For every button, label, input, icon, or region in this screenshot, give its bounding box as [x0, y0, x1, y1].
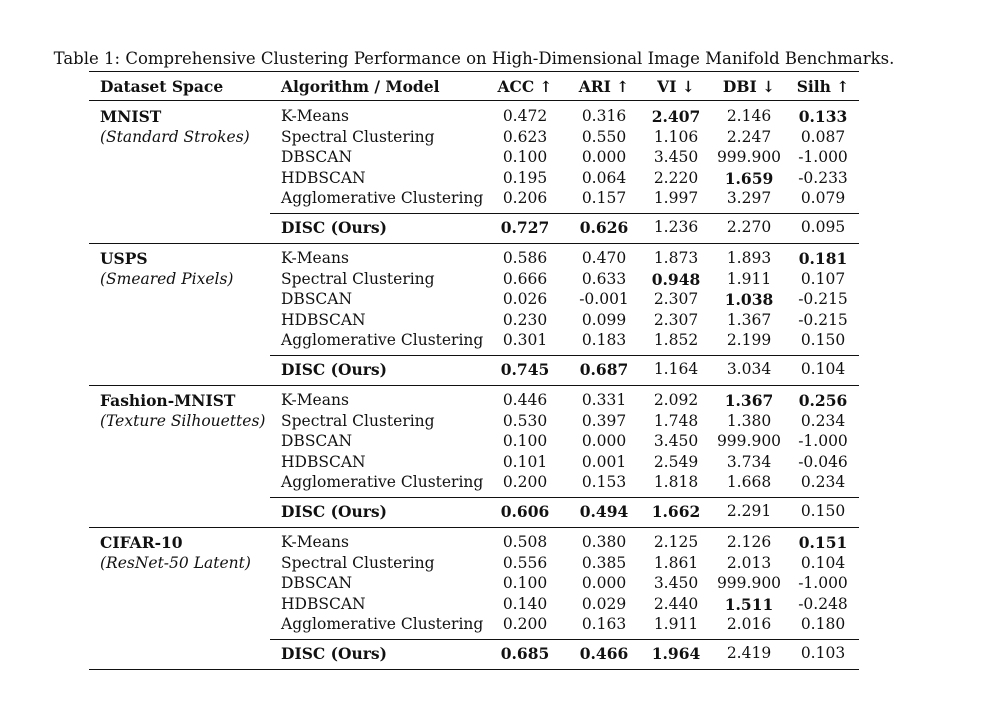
metric-acc-value: 0.586: [502, 249, 548, 267]
metric-silh-value: 0.150: [800, 331, 846, 349]
metric-ari-value: 0.331: [581, 391, 627, 409]
ours-metric-dbi-value: 2.270: [726, 218, 772, 236]
metric-dbi-value: 3.734: [726, 452, 772, 471]
metric-silh-value: 0.234: [800, 473, 846, 491]
metric-acc-value: 0.230: [502, 310, 548, 329]
ours-separator-rule: [270, 639, 859, 640]
ours-metric-acc-value: 0.727: [500, 218, 550, 237]
dataset-name: Fashion-MNIST: [100, 391, 236, 410]
header-dataset-space: Dataset Space: [100, 77, 224, 96]
metric-dbi-value: 1.659: [724, 168, 774, 188]
ours-metric-ari-value: 0.626: [579, 218, 629, 237]
metric-vi-value: 1.818: [653, 473, 699, 491]
metric-vi-value: 2.307: [653, 290, 699, 308]
metric-ari-value: 0.157: [581, 189, 627, 207]
metric-dbi-value: 1.893: [726, 249, 772, 267]
metric-acc-value: 0.140: [502, 594, 548, 613]
dataset-subtitle: (ResNet-50 Latent): [100, 553, 251, 572]
ours-metric-acc-value: 0.685: [500, 644, 550, 663]
table-caption: Table 1: Comprehensive Clustering Performance on High-Dimensional Image Manifold Benchmarks.: [53, 49, 895, 68]
metric-dbi-value: 1.511: [724, 594, 774, 614]
metric-vi-value: 1.748: [653, 411, 699, 430]
metric-vi-value: 3.450: [653, 432, 699, 450]
header-algorithm: Algorithm / Model: [281, 77, 440, 96]
metric-ari-value: 0.385: [581, 553, 627, 572]
metric-silh-value: 0.107: [800, 269, 846, 288]
metric-acc-value: 0.530: [502, 411, 548, 430]
metric-ari-value: -0.001: [579, 290, 629, 308]
metric-vi-value: 0.948: [651, 269, 701, 289]
algorithm-name: Spectral Clustering: [281, 411, 435, 430]
metric-vi-value: 2.549: [653, 452, 699, 471]
ours-metric-silh-value: 0.103: [800, 644, 846, 662]
ours-metric-silh-value: 0.150: [800, 502, 846, 520]
metric-vi-value: 2.092: [653, 391, 699, 409]
metric-ari-value: 0.001: [581, 452, 627, 471]
metric-acc-value: 0.446: [502, 391, 548, 409]
metric-silh-value: -1.000: [798, 148, 848, 166]
metric-silh-value: 0.256: [798, 391, 848, 410]
metric-ari-value: 0.029: [581, 594, 627, 613]
dataset-subtitle: (Standard Strokes): [100, 127, 250, 146]
algorithm-name: HDBSCAN: [281, 594, 366, 613]
dataset-name: USPS: [100, 249, 148, 268]
metric-silh-value: 0.133: [798, 107, 848, 126]
ours-separator-rule: [270, 213, 859, 214]
metric-dbi-value: 2.016: [726, 615, 772, 633]
header-acc: ACC ↑: [497, 77, 553, 96]
metric-dbi-value: 2.199: [726, 331, 772, 349]
ours-metric-acc-value: 0.606: [500, 502, 550, 521]
metric-ari-value: 0.183: [581, 331, 627, 349]
metric-silh-value: -0.215: [798, 290, 848, 308]
metric-acc-value: 0.100: [502, 432, 548, 450]
metric-vi-value: 1.106: [653, 127, 699, 146]
metric-vi-value: 2.125: [653, 533, 699, 551]
metric-silh-value: 0.234: [800, 411, 846, 430]
top-rule: [89, 71, 859, 72]
ours-metric-silh-value: 0.095: [800, 218, 846, 236]
metric-ari-value: 0.633: [581, 269, 627, 288]
algorithm-name: DBSCAN: [281, 432, 353, 450]
algorithm-name-ours: DISC (Ours): [281, 360, 387, 379]
header-dbi: DBI ↓: [722, 77, 776, 96]
group-separator-rule: [89, 243, 859, 244]
metric-silh-value: -0.215: [798, 310, 848, 329]
metric-dbi-value: 2.013: [726, 553, 772, 572]
metric-ari-value: 0.099: [581, 310, 627, 329]
algorithm-name: Spectral Clustering: [281, 553, 435, 572]
metric-dbi-value: 2.146: [726, 107, 772, 125]
metric-silh-value: -0.046: [798, 452, 848, 471]
dataset-subtitle: (Texture Silhouettes): [100, 411, 266, 430]
metric-silh-value: -1.000: [798, 574, 848, 592]
algorithm-name: HDBSCAN: [281, 168, 366, 187]
metric-vi-value: 2.307: [653, 310, 699, 329]
algorithm-name: DBSCAN: [281, 290, 353, 308]
metric-acc-value: 0.472: [502, 107, 548, 125]
metric-silh-value: -0.248: [798, 594, 848, 613]
algorithm-name: Agglomerative Clustering: [281, 331, 484, 349]
metric-acc-value: 0.100: [502, 574, 548, 592]
algorithm-name: HDBSCAN: [281, 452, 366, 471]
metric-ari-value: 0.153: [581, 473, 627, 491]
metric-dbi-value: 3.297: [726, 189, 772, 207]
algorithm-name: Spectral Clustering: [281, 269, 435, 288]
algorithm-name: K-Means: [281, 107, 349, 125]
dataset-subtitle: (Smeared Pixels): [100, 269, 234, 288]
metric-dbi-value: 2.247: [726, 127, 772, 146]
metric-dbi-value: 1.911: [726, 269, 772, 288]
metric-silh-value: 0.181: [798, 249, 848, 268]
metric-silh-value: 0.087: [800, 127, 846, 146]
dataset-name: CIFAR-10: [100, 533, 183, 552]
metric-dbi-value: 999.900: [716, 148, 782, 166]
metric-vi-value: 2.407: [651, 107, 701, 126]
algorithm-name: Agglomerative Clustering: [281, 615, 484, 633]
metric-acc-value: 0.200: [502, 615, 548, 633]
metric-vi-value: 2.440: [653, 594, 699, 613]
ours-metric-vi-value: 1.662: [651, 502, 701, 521]
header-silh: Silh ↑: [796, 77, 850, 96]
metric-ari-value: 0.000: [581, 432, 627, 450]
metric-acc-value: 0.301: [502, 331, 548, 349]
algorithm-name: Spectral Clustering: [281, 127, 435, 146]
metric-vi-value: 3.450: [653, 574, 699, 592]
algorithm-name-ours: DISC (Ours): [281, 644, 387, 663]
metric-vi-value: 1.911: [653, 615, 699, 633]
metric-vi-value: 3.450: [653, 148, 699, 166]
metric-dbi-value: 1.367: [724, 391, 774, 410]
algorithm-name-ours: DISC (Ours): [281, 502, 387, 521]
metric-acc-value: 0.206: [502, 189, 548, 207]
group-separator-rule: [89, 385, 859, 386]
metric-dbi-value: 1.668: [726, 473, 772, 491]
metric-ari-value: 0.064: [581, 168, 627, 187]
metric-silh-value: 0.104: [800, 553, 846, 572]
metric-ari-value: 0.470: [581, 249, 627, 267]
metric-ari-value: 0.380: [581, 533, 627, 551]
metric-vi-value: 1.852: [653, 331, 699, 349]
ours-separator-rule: [270, 355, 859, 356]
metric-ari-value: 0.000: [581, 148, 627, 166]
algorithm-name: K-Means: [281, 533, 349, 551]
metric-acc-value: 0.556: [502, 553, 548, 572]
metric-acc-value: 0.508: [502, 533, 548, 551]
ours-metric-vi-value: 1.164: [653, 360, 699, 378]
metric-acc-value: 0.026: [502, 290, 548, 308]
metric-ari-value: 0.316: [581, 107, 627, 125]
algorithm-name-ours: DISC (Ours): [281, 218, 387, 237]
header-vi: VI ↓: [657, 77, 695, 96]
metric-ari-value: 0.397: [581, 411, 627, 430]
metric-silh-value: -0.233: [798, 168, 848, 187]
metric-acc-value: 0.195: [502, 168, 548, 187]
ours-metric-vi-value: 1.964: [651, 644, 701, 663]
algorithm-name: Agglomerative Clustering: [281, 473, 484, 491]
ours-metric-ari-value: 0.466: [579, 644, 629, 663]
algorithm-name: DBSCAN: [281, 574, 353, 592]
algorithm-name: Agglomerative Clustering: [281, 189, 484, 207]
ours-metric-vi-value: 1.236: [653, 218, 699, 236]
ours-separator-rule: [270, 497, 859, 498]
ours-metric-dbi-value: 2.419: [726, 644, 772, 662]
metric-ari-value: 0.000: [581, 574, 627, 592]
bottom-rule: [89, 669, 859, 670]
metric-ari-value: 0.550: [581, 127, 627, 146]
metric-acc-value: 0.623: [502, 127, 548, 146]
ours-metric-dbi-value: 3.034: [726, 360, 772, 378]
metric-vi-value: 1.997: [653, 189, 699, 207]
dataset-name: MNIST: [100, 107, 162, 126]
metric-acc-value: 0.101: [502, 452, 548, 471]
metric-dbi-value: 2.126: [726, 533, 772, 551]
group-separator-rule: [89, 527, 859, 528]
ours-metric-acc-value: 0.745: [500, 360, 550, 379]
metric-dbi-value: 1.367: [726, 310, 772, 329]
ours-metric-ari-value: 0.494: [579, 502, 629, 521]
metric-acc-value: 0.100: [502, 148, 548, 166]
ours-metric-ari-value: 0.687: [579, 360, 629, 379]
algorithm-name: DBSCAN: [281, 148, 353, 166]
header-ari: ARI ↑: [578, 77, 630, 96]
metric-vi-value: 1.873: [653, 249, 699, 267]
metric-vi-value: 1.861: [653, 553, 699, 572]
algorithm-name: K-Means: [281, 249, 349, 267]
header-rule: [89, 100, 859, 101]
metric-acc-value: 0.666: [502, 269, 548, 288]
metric-ari-value: 0.163: [581, 615, 627, 633]
algorithm-name: HDBSCAN: [281, 310, 366, 329]
metric-dbi-value: 1.380: [726, 411, 772, 430]
metric-vi-value: 2.220: [653, 168, 699, 187]
metric-silh-value: 0.151: [798, 533, 848, 552]
metric-dbi-value: 1.038: [724, 290, 774, 309]
algorithm-name: K-Means: [281, 391, 349, 409]
metric-acc-value: 0.200: [502, 473, 548, 491]
metric-silh-value: -1.000: [798, 432, 848, 450]
metric-silh-value: 0.079: [800, 189, 846, 207]
metric-dbi-value: 999.900: [716, 574, 782, 592]
metric-silh-value: 0.180: [800, 615, 846, 633]
metric-dbi-value: 999.900: [716, 432, 782, 450]
ours-metric-dbi-value: 2.291: [726, 502, 772, 520]
ours-metric-silh-value: 0.104: [800, 360, 846, 378]
